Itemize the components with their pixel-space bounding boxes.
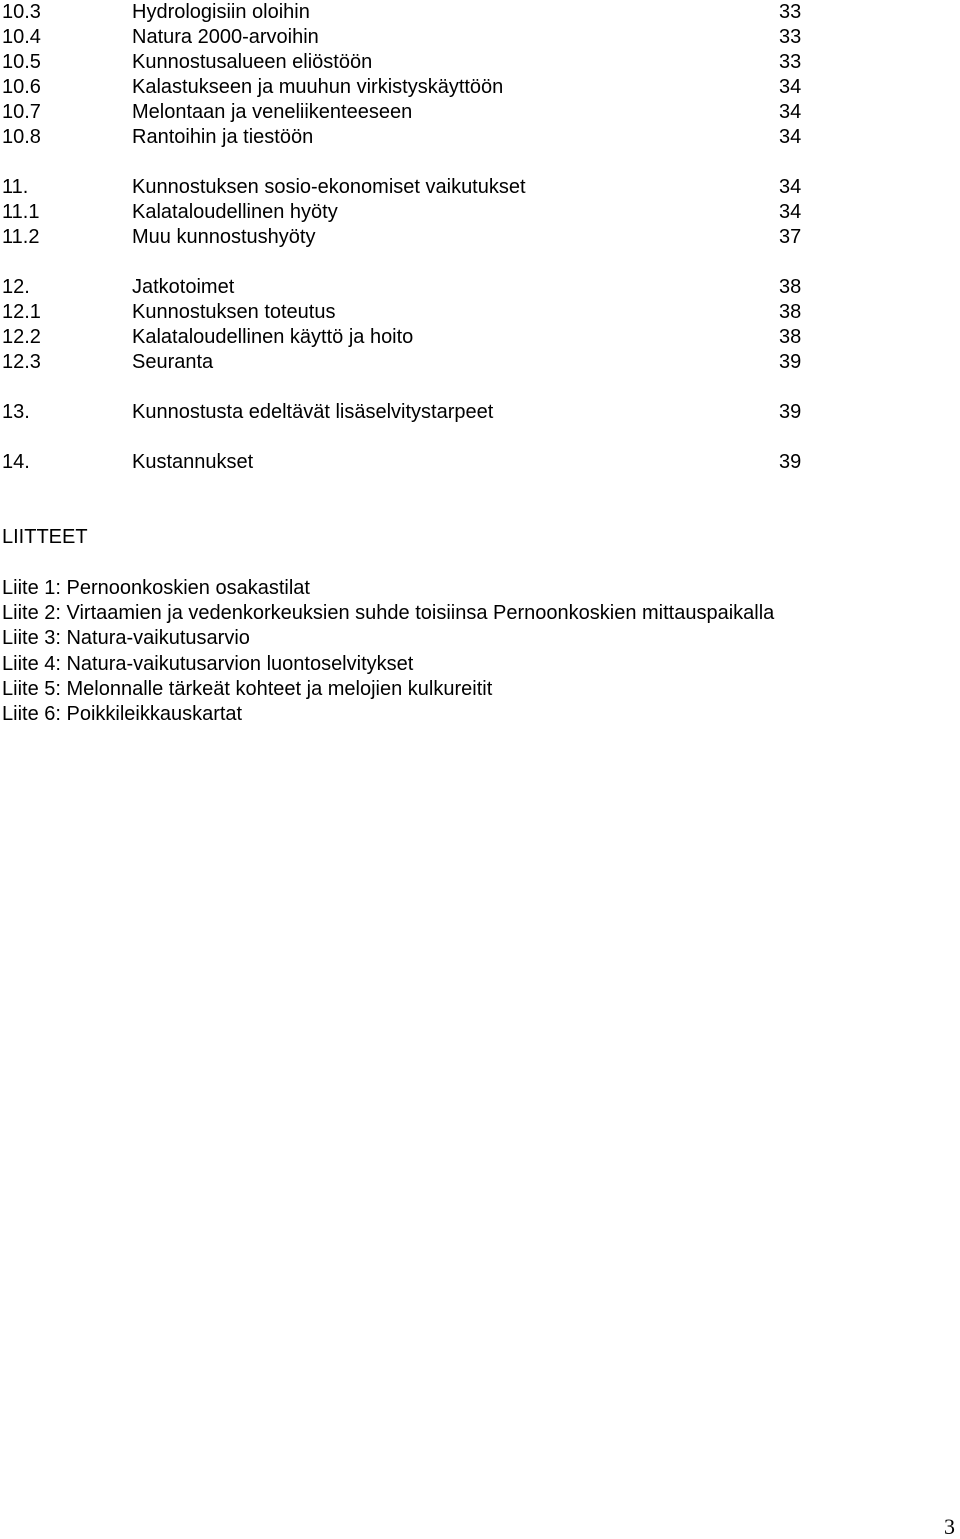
appendix-item: Liite 1: Pernoonkoskien osakastilat bbox=[2, 577, 310, 599]
appendix-heading: LIITTEET bbox=[2, 526, 88, 548]
toc-section-heading bbox=[2, 275, 822, 300]
toc-entry-title: Kunnostusta edeltävät lisäselvitystarpeet bbox=[132, 401, 494, 423]
toc-entry-page: 34 bbox=[779, 176, 802, 198]
toc-entry-title: Kunnostusalueen eliöstöön bbox=[132, 51, 373, 73]
toc-entry-page: 33 bbox=[779, 51, 802, 73]
appendix-item: Liite 3: Natura-vaikutusarvio bbox=[2, 627, 250, 650]
toc-entry-title: Natura 2000-arvoihin bbox=[132, 26, 319, 48]
toc-entry-number: 10.4 bbox=[2, 26, 41, 48]
toc-entry bbox=[2, 25, 822, 50]
toc-entry-number: 14. bbox=[2, 451, 30, 473]
toc-entry-number: 10.6 bbox=[2, 76, 41, 98]
toc-entry-number: 11.2 bbox=[2, 226, 40, 248]
toc-entry-page: 39 bbox=[779, 401, 802, 423]
toc-entry-title: Kalataloudellinen käyttö ja hoito bbox=[132, 326, 414, 348]
appendix-list bbox=[2, 576, 774, 727]
toc-entry-page: 33 bbox=[779, 26, 802, 48]
toc-section-heading bbox=[2, 175, 822, 200]
toc-entry-number: 10.8 bbox=[2, 126, 41, 148]
toc-entry-title: Seuranta bbox=[132, 351, 214, 373]
toc-entry-number: 11. bbox=[2, 176, 29, 198]
toc-entry-page: 34 bbox=[779, 76, 802, 98]
appendix-item: Liite 5: Melonnalle tärkeät kohteet ja melojien kulkureitit bbox=[2, 677, 493, 700]
toc-entry-number: 10.5 bbox=[2, 51, 41, 73]
toc-entry-number: 10.3 bbox=[2, 1, 41, 23]
toc-entry-title: Hydrologisiin oloihin bbox=[132, 1, 310, 23]
toc-entry-page: 39 bbox=[779, 351, 802, 373]
toc-section-heading bbox=[2, 400, 822, 425]
toc-entry-title: Rantoihin ja tiestöön bbox=[132, 126, 314, 148]
toc-entry-page: 34 bbox=[779, 201, 802, 223]
toc-entry bbox=[2, 300, 822, 325]
toc-entry-number: 12.1 bbox=[2, 301, 41, 323]
toc-entry-page: 34 bbox=[779, 101, 802, 123]
toc-entry-page: 38 bbox=[779, 301, 802, 323]
toc-entry bbox=[2, 350, 822, 375]
toc-entry bbox=[2, 0, 822, 25]
toc-entry-number: 12.3 bbox=[2, 351, 41, 373]
toc-entry-number: 13. bbox=[2, 401, 30, 423]
toc-entry-title: Kalataloudellinen hyöty bbox=[132, 201, 338, 223]
appendix-item: Liite 6: Poikkileikkauskartat bbox=[2, 702, 243, 725]
toc-entry bbox=[2, 225, 822, 250]
toc-entry bbox=[2, 200, 822, 225]
page-number: 3 bbox=[944, 1514, 955, 1539]
toc-entry-number: 11.1 bbox=[2, 201, 40, 223]
table-of-contents bbox=[2, 0, 822, 475]
toc-entry bbox=[2, 325, 822, 350]
toc-entry bbox=[2, 100, 822, 125]
toc-entry-number: 12.2 bbox=[2, 326, 41, 348]
toc-entry-page: 34 bbox=[779, 126, 802, 148]
toc-section-heading bbox=[2, 450, 822, 475]
toc-entry-page: 38 bbox=[779, 326, 802, 348]
toc-entry-number: 10.7 bbox=[2, 101, 41, 123]
toc-entry-title: Kalastukseen ja muuhun virkistyskäyttöön bbox=[132, 76, 504, 98]
toc-entry-title: Melontaan ja veneliikenteeseen bbox=[132, 101, 413, 123]
toc-entry bbox=[2, 125, 822, 150]
toc-entry-title: Muu kunnostushyöty bbox=[132, 226, 316, 248]
toc-entry bbox=[2, 75, 822, 100]
appendix-item: Liite 4: Natura-vaikutusarvion luontoselvitykset bbox=[2, 652, 414, 675]
toc-entry-number: 12. bbox=[2, 276, 30, 298]
toc-entry-title: Kunnostuksen toteutus bbox=[132, 301, 336, 323]
toc-entry-page: 39 bbox=[779, 451, 802, 473]
toc-entry-page: 38 bbox=[779, 276, 802, 298]
toc-entry-title: Kunnostuksen sosio-ekonomiset vaikutukset bbox=[132, 176, 526, 198]
toc-entry bbox=[2, 50, 822, 75]
toc-entry-page: 33 bbox=[779, 1, 802, 23]
toc-entry-title: Kustannukset bbox=[132, 451, 254, 473]
toc-entry-page: 37 bbox=[779, 226, 802, 248]
toc-entry-title: Jatkotoimet bbox=[132, 276, 235, 298]
appendix-item: Liite 2: Virtaamien ja vedenkorkeuksien suhde toisiinsa Pernoonkoskien mittauspaikalla bbox=[2, 602, 775, 625]
